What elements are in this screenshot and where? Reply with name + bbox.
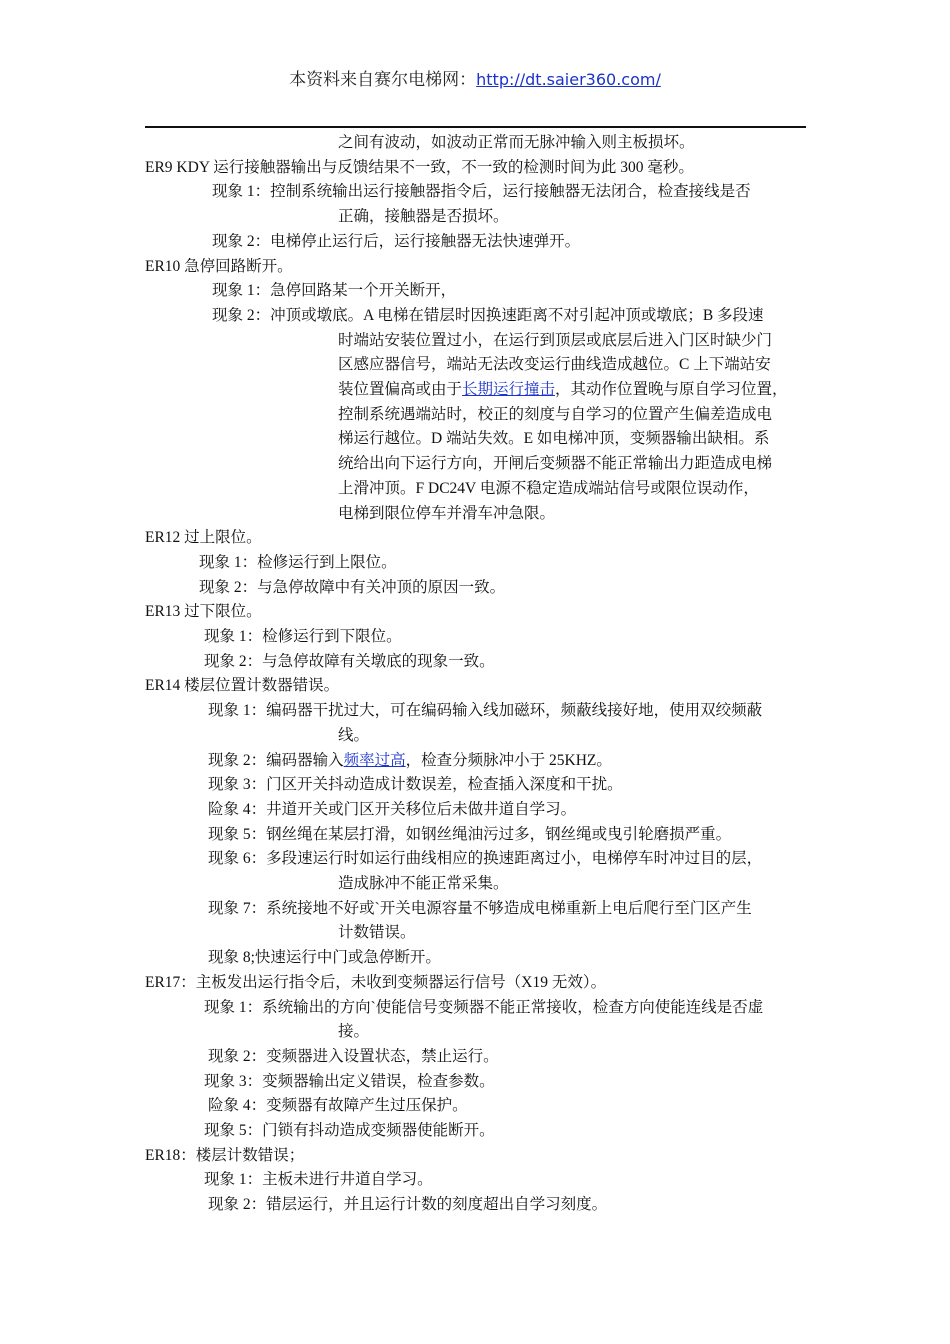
line-text: ，其动作位置晚与原自学习位置， — [555, 381, 788, 398]
header-link[interactable]: http://dt.saier360.com/ — [476, 70, 661, 89]
line-text: 现象 2：编码器输入 — [208, 751, 344, 769]
page-header — [0, 68, 950, 92]
text-line: 现象 2：与急停故障有关墩底的现象一致。 — [204, 652, 495, 670]
header-divider — [145, 126, 806, 128]
text-line: 现象 2：错层运行，并且运行计数的刻度超出自学习刻度。 — [208, 1196, 608, 1214]
text-line: 线。 — [338, 726, 370, 744]
text-line: 现象 5：门锁有抖动造成变频器使能断开。 — [204, 1122, 495, 1139]
text-line: 现象 1：检修运行到下限位。 — [204, 628, 402, 645]
line-text: ，检查分频脉冲小于 25KHZ。 — [405, 751, 612, 769]
text-line: 梯运行越位。D 端站失效。E 如电梯冲顶，变频器输出缺相。系 — [338, 430, 770, 448]
text-line: 电梯到限位停车并滑车冲急限。 — [338, 504, 556, 522]
text-line: 现象 3：门区开关抖动造成计数误差，检查插入深度和干扰。 — [208, 776, 623, 794]
text-line: 险象 4：井道开关或门区开关移位后未做井道自学习。 — [208, 800, 577, 818]
text-line: ER10 急停回路断开。 — [145, 257, 293, 275]
text-line: 现象 8;快速运行中门或急停断开。 — [208, 949, 441, 967]
text-line: 现象 1：控制系统输出运行接触器指令后，运行接触器无法闭合，检查接线是否 — [212, 183, 751, 201]
text-line: 险象 4：变频器有故障产生过压保护。 — [208, 1097, 468, 1115]
text-line: ER13 过下限位。 — [145, 603, 262, 621]
text-line: 现象 1：系统输出的方向`使能信号变频器不能正常接收，检查方向使能连线是否虚 — [204, 998, 764, 1016]
text-line: 现象 2：与急停故障中有关冲顶的原因一致。 — [199, 578, 506, 596]
text-line: 计数错误。 — [338, 924, 416, 942]
text-line: 现象 1：主板未进行井道自学习。 — [204, 1171, 433, 1189]
line-text: 装位置偏高或由于 — [338, 381, 463, 398]
text-line: 现象 3：变频器输出定义错误，检查参数。 — [204, 1072, 495, 1090]
text-line: ER9 KDY 运行接触器输出与反馈结果不一致，不一致的检测时间为此 300 毫秒。 — [145, 158, 694, 176]
text-line: 现象 6：多段速运行时如运行曲线相应的换速距离过小，电梯停车时冲过目的层， — [208, 850, 763, 868]
text-line: 现象 1：编码器干扰过大，可在编码输入线加磁环，频蔽线接好地，使用双绞频蔽 — [208, 702, 763, 720]
text-line — [208, 749, 612, 774]
inline-link[interactable]: 频率过高 — [343, 751, 406, 769]
text-line: ER17：主板发出运行指令后，未收到变频器运行信号（X19 无效）。 — [145, 973, 607, 991]
text-line: 现象 2：变频器进入设置状态，禁止运行。 — [208, 1047, 499, 1065]
text-line: 控制系统遇端站时，校正的刻度与自学习的位置产生偏差造成电 — [338, 405, 773, 423]
text-line: ER14 楼层位置计数器错误。 — [145, 677, 340, 695]
inline-link[interactable]: 长期运行撞击 — [462, 381, 556, 398]
text-line: 现象 1：急停回路某一个开关断开， — [212, 282, 457, 300]
text-line: 现象 1：检修运行到上限位。 — [199, 553, 397, 571]
text-line: 区感应器信号，端站无法改变运行曲线造成越位。C 上下端站安 — [338, 356, 771, 374]
header-label: 本资料来自赛尔电梯网： — [289, 70, 477, 89]
text-line: 现象 5：钢丝绳在某层打滑，如钢丝绳油污过多，钢丝绳或曳引轮磨损严重。 — [208, 825, 732, 843]
text-line: 正确，接触器是否损坏。 — [338, 208, 509, 226]
text-line — [338, 378, 788, 403]
text-line: ER18：楼层计数错误； — [145, 1146, 305, 1164]
text-line: 接。 — [338, 1023, 370, 1041]
text-line: 上滑冲顶。F DC24V 电源不稳定造成端站信号或限位误动作， — [338, 479, 759, 497]
text-line: 统给出向下运行方向，开闸后变频器不能正常输出力距造成电梯 — [338, 455, 773, 473]
text-line: 时端站安装位置过小，在运行到顶层或底层后进入门区时缺少门 — [338, 331, 773, 349]
text-line: 造成脉冲不能正常采集。 — [338, 875, 509, 892]
text-line: 现象 2：冲顶或墩底。A 电梯在错层时因换速距离不对引起冲顶或墩底；B 多段速 — [212, 306, 764, 324]
text-line: ER12 过上限位。 — [145, 529, 262, 547]
text-line: 之间有波动，如波动正常而无脉冲输入则主板损坏。 — [338, 134, 695, 151]
text-line: 现象 2：电梯停止运行后，运行接触器无法快速弹开。 — [212, 232, 581, 250]
text-line: 现象 7：系统接地不好或`开关电源容量不够造成电梯重新上电后爬行至门区产生 — [208, 899, 752, 917]
